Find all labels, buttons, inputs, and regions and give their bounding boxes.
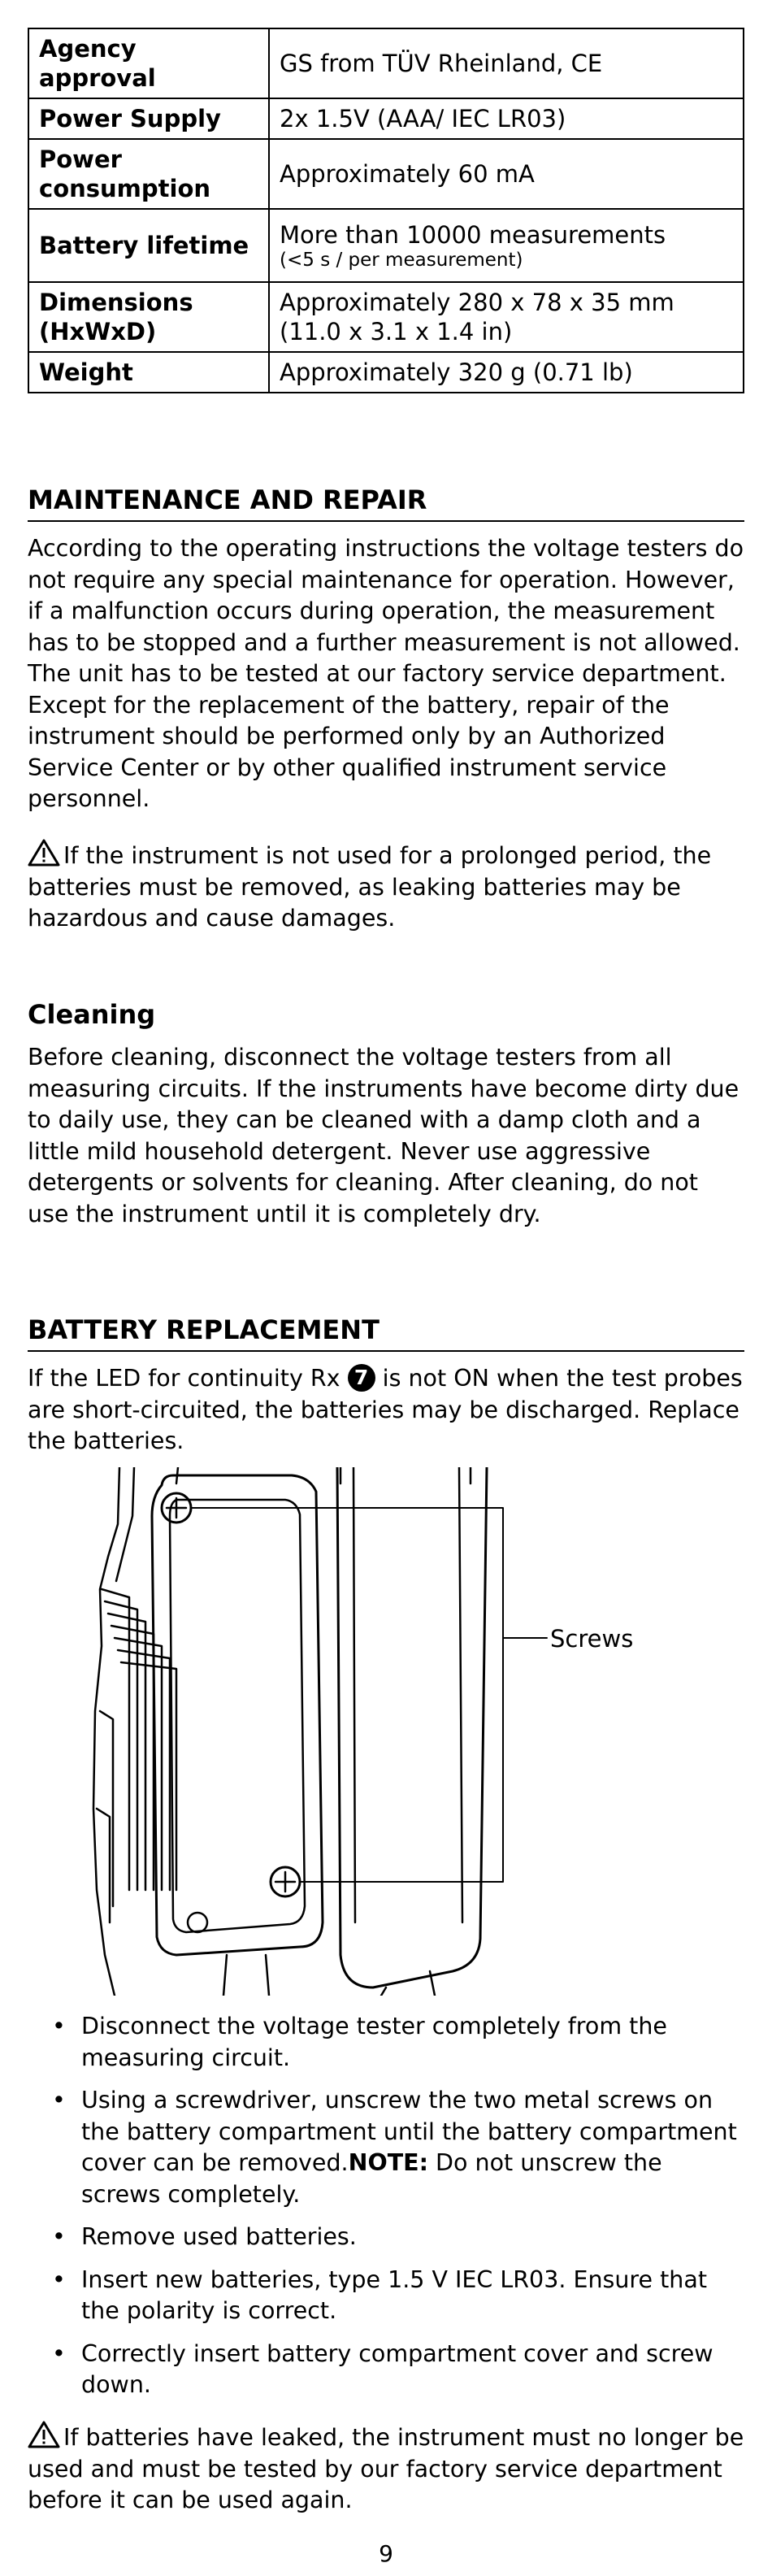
warning-icon [28, 839, 60, 867]
battery-intro-end: is not ON when the test probes are short-circuited, the batteries may be discharged. Replace the batteries. [28, 1365, 743, 1454]
step-note-label: NOTE: [348, 2149, 428, 2176]
battery-steps-list [52, 2011, 744, 2413]
step-text: Using a screwdriver, unscrew the two metal screws on the battery compartment until the battery compartment cover can be removed. [81, 2087, 737, 2176]
spec-value [269, 282, 744, 352]
table-row [28, 352, 744, 393]
list-item [52, 2011, 744, 2074]
table-row [28, 209, 744, 282]
battery-heading: BATTERY REPLACEMENT [28, 1314, 744, 1352]
spec-value: 2x 1.5V (AAA/ IEC LR03) [269, 98, 744, 139]
table-row [28, 28, 744, 98]
led-number-badge: 7 [348, 1364, 375, 1392]
battery-compartment-drawing [72, 1467, 690, 1996]
bullet-icon: • [52, 2013, 66, 2040]
battery-intro-start: If the LED for continuity Rx [28, 1365, 340, 1392]
bullet-icon: • [52, 2087, 66, 2113]
step-text: Disconnect the voltage tester completely from the measuring circuit. [81, 2013, 667, 2071]
spec-key: Agency approval [28, 28, 269, 98]
step-text: Insert new batteries, type 1.5 V IEC LR03. Ensure that the polarity is correct. [81, 2265, 707, 2324]
maintenance-heading: MAINTENANCE AND REPAIR [28, 484, 744, 522]
spec-value [269, 209, 744, 282]
maintenance-body: According to the operating instructions the voltage testers do not require any special maintenance for operation. However, if a malfunction occurs during operation, the measurement has to be stopped and a further measurement is not allowed. The unit has to be tested at our factory service department. Except for the replacement of the battery, repair of the instrument should be performed only by an Authorized Service Center or by other qualified instrument service personnel. [28, 535, 744, 812]
warning-icon [28, 2421, 60, 2448]
screws-callout-label: Screws [550, 1625, 634, 1653]
spec-value-imperial: (11.0 x 3.1 x 1.4 in) [280, 318, 513, 345]
spec-value-note: (<5 s / per measurement) [280, 250, 523, 271]
spec-key: Dimensions (HxWxD) [28, 282, 269, 352]
list-item [52, 2085, 744, 2210]
spec-value-main: Approximately 280 x 78 x 35 mm [280, 289, 674, 316]
page-number: 9 [379, 2540, 393, 2567]
bullet-icon: • [52, 2223, 66, 2250]
cleaning-heading: Cleaning [28, 999, 156, 1030]
list-item [52, 2222, 744, 2253]
cleaning-body: Before cleaning, disconnect the voltage testers from all measuring circuits. If the instruments have become dirty due to daily use, they can be cleaned with a damp cloth and a little mild household detergent. Never use aggressive detergents or solvents for cleaning. After cleaning, do not use the instrument until it is completely dry. [28, 1044, 739, 1227]
step-text: Correctly insert battery compartment cover and screw down. [81, 2339, 713, 2398]
spec-key: Power Supply [28, 98, 269, 139]
bullet-icon: • [52, 2265, 66, 2293]
battery-warning [28, 2421, 744, 2517]
table-row [28, 139, 744, 209]
spec-value: Approximately 320 g (0.71 lb) [269, 352, 744, 393]
maintenance-warning [28, 839, 744, 935]
specifications-table [28, 28, 744, 393]
spec-value: GS from TÜV Rheinland, CE [269, 28, 744, 98]
spec-key: Power consumption [28, 139, 269, 209]
warning-text: If the instrument is not used for a prolonged period, the batteries must be removed, as leaking batteries may be hazardous and cause damages. [28, 842, 712, 932]
bullet-icon: • [52, 2339, 66, 2367]
table-row [28, 98, 744, 139]
spec-value-main: More than 10000 measurements [280, 221, 666, 249]
warning-text: If batteries have leaked, the instrument must no longer be used and must be tested by our factory service department before it can be used again. [28, 2424, 744, 2513]
spec-key: Weight [28, 352, 269, 393]
list-item [52, 2265, 744, 2327]
step-note-text: Do not unscrew the screws completely. [81, 2149, 662, 2208]
spec-key: Battery lifetime [28, 209, 269, 282]
list-item [52, 2339, 744, 2401]
spec-value: Approximately 60 mA [269, 139, 744, 209]
battery-compartment-figure [72, 1467, 690, 1996]
step-text: Remove used batteries. [81, 2223, 357, 2250]
table-row [28, 282, 744, 352]
battery-intro [28, 1363, 744, 1457]
